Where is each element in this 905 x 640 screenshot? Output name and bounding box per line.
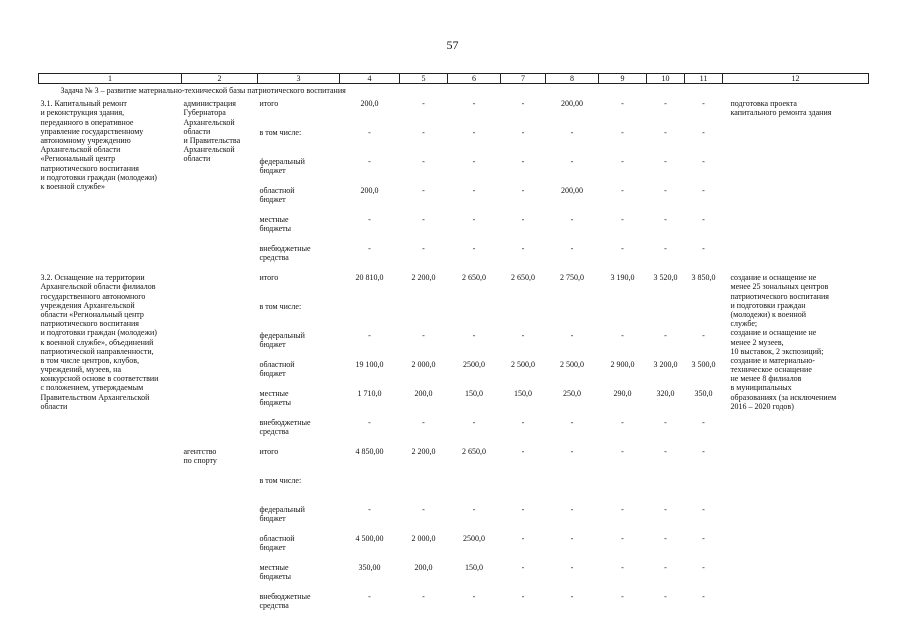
value-cell: - <box>621 99 624 109</box>
value-cell: 150,0 <box>465 563 483 573</box>
value-cell <box>599 302 647 331</box>
item-3-1-note-line: капитального ремонта здания <box>730 108 832 118</box>
funding-source-label-line: бюджет <box>259 195 286 205</box>
value-cell: - <box>664 447 667 457</box>
value-cell: - <box>664 99 667 109</box>
funding-source-label <box>258 360 340 389</box>
value-cell: - <box>368 128 371 138</box>
funding-source-label <box>258 331 340 360</box>
value-cell: 350,00 <box>358 563 381 573</box>
value-cell: - <box>621 186 624 196</box>
funding-source-label <box>258 273 340 302</box>
program-table <box>38 73 869 621</box>
value-cell: - <box>702 128 705 138</box>
funding-source-label <box>258 476 340 505</box>
value-cell: - <box>702 157 705 167</box>
funding-source-label-line: в том числе: <box>259 302 302 312</box>
funding-source-label-line: внебюджетные <box>259 592 311 602</box>
value-cell: - <box>702 244 705 254</box>
value-cell: 2500,0 <box>463 534 485 544</box>
value-cell: - <box>702 534 705 544</box>
item-3-1-description-line: к военной службе» <box>40 181 105 191</box>
item-3-1-executor-line: области <box>183 154 211 164</box>
value-cell: - <box>702 447 705 457</box>
item-3-1-description-line: «Региональный центр <box>40 154 116 164</box>
column-header-7: 7 <box>501 74 546 84</box>
value-cell: - <box>521 447 525 457</box>
funding-source-label-line: бюджеты <box>259 398 292 408</box>
value-cell: - <box>521 505 525 515</box>
funding-source-label <box>258 128 340 157</box>
item-3-2-description-line: патриотического воспитания <box>40 319 139 329</box>
item-3-2-note-line: менее 25 зональных центров <box>730 282 829 292</box>
value-cell: - <box>664 592 667 602</box>
item-3-1-description-line: 3.1. Капитальный ремонт <box>40 99 127 109</box>
value-cell: - <box>570 157 574 167</box>
value-cell: - <box>368 215 371 225</box>
item-3-1-description-line: переданного в оперативное <box>40 117 134 127</box>
item-3-2-description-line: Правительством Архангельской <box>40 392 150 402</box>
value-cell: - <box>702 418 705 428</box>
item-3-2-description-line: к военной службе», объединений <box>40 337 154 347</box>
funding-source-label-line: областной <box>259 534 295 544</box>
value-cell: - <box>570 505 574 515</box>
value-cell: 3 850,0 <box>691 273 716 283</box>
funding-source-label <box>258 418 340 447</box>
value-cell <box>647 476 685 505</box>
item-3-2-description <box>39 273 182 621</box>
item-3-1-executor-line: Архангельской <box>183 117 235 127</box>
value-cell: - <box>472 418 476 428</box>
funding-source-label <box>258 447 340 476</box>
item-3-2-description-line: Архангельской области филиалов <box>40 282 156 292</box>
funding-source-label-line: итого <box>259 273 279 283</box>
value-cell: - <box>472 505 476 515</box>
value-cell: 2 000,0 <box>411 534 436 544</box>
value-cell: - <box>621 157 624 167</box>
funding-source-label-line: бюджеты <box>259 572 292 582</box>
value-cell: - <box>702 505 705 515</box>
funding-source-label-line: бюджет <box>259 166 286 176</box>
item-3-2-note-line: создание и материально- <box>730 355 815 365</box>
value-cell: 2 650,0 <box>462 447 486 457</box>
funding-source-label-line: бюджет <box>259 340 286 350</box>
item-3-2-note-line: менее 2 музеев, <box>730 337 784 347</box>
column-header-6: 6 <box>448 74 501 84</box>
value-cell: - <box>521 563 525 573</box>
item-3-2-note-line: в муниципальных <box>730 383 792 393</box>
table-row <box>39 99 869 128</box>
value-cell: 2 500,0 <box>511 360 535 370</box>
column-header-5: 5 <box>400 74 448 84</box>
value-cell: - <box>570 447 574 457</box>
value-cell: - <box>570 563 574 573</box>
value-cell: - <box>422 128 425 138</box>
value-cell: 3 200,0 <box>653 360 678 370</box>
column-header-10: 10 <box>647 74 685 84</box>
funding-source-label-line: в том числе: <box>259 128 302 138</box>
item-3-1-executor-line: Архангельской <box>183 145 235 155</box>
value-cell: - <box>422 505 425 515</box>
value-cell: - <box>472 186 476 196</box>
value-cell: - <box>422 331 425 341</box>
value-cell: 290,0 <box>613 389 632 399</box>
value-cell: - <box>521 418 525 428</box>
funding-source-label-line: федеральный <box>259 157 305 167</box>
value-cell <box>685 302 723 331</box>
value-cell: - <box>570 215 574 225</box>
item-3-2-description-line: государственного автономного <box>40 291 146 301</box>
value-cell: 1 710,0 <box>357 389 382 399</box>
value-cell: 200,0 <box>360 99 379 109</box>
funding-source-label-line: местные <box>259 563 289 573</box>
value-cell: - <box>521 157 525 167</box>
funding-source-label-line: бюджет <box>259 369 286 379</box>
item-3-1-description-line: и подготовки граждан (молодежи) <box>40 172 157 182</box>
value-cell: 150,0 <box>514 389 532 399</box>
value-cell: - <box>368 157 371 167</box>
value-cell <box>685 476 723 505</box>
value-cell: 250,0 <box>563 389 581 399</box>
value-cell: - <box>621 331 624 341</box>
item-3-1-note-line: подготовка проекта <box>730 99 797 109</box>
item-3-1-executor-line: и Правительства <box>183 135 241 145</box>
value-cell: - <box>472 592 476 602</box>
value-cell <box>546 476 599 505</box>
item-3-1-description-line: патриотического воспитания <box>40 163 139 173</box>
value-cell: 200,0 <box>360 186 379 196</box>
value-cell: - <box>521 128 525 138</box>
value-cell: 150,0 <box>465 389 483 399</box>
value-cell: - <box>664 215 667 225</box>
column-header-3: 3 <box>258 74 340 84</box>
funding-source-label-line: бюджеты <box>259 224 292 234</box>
value-cell <box>448 302 501 331</box>
value-cell: 3 190,0 <box>610 273 635 283</box>
item-3-2-note-line: 2016 – 2020 годов) <box>730 401 794 411</box>
value-cell: - <box>702 186 705 196</box>
item-3-2-description-line: области <box>40 401 68 411</box>
value-cell: 200,0 <box>414 563 433 573</box>
value-cell: - <box>621 563 624 573</box>
item-3-2-description-line: конкурсной основе в соответствии <box>40 374 159 384</box>
item-3-2-description-line: и подготовки граждан (молодежи) <box>40 328 157 338</box>
column-header-4: 4 <box>340 74 400 84</box>
funding-source-label <box>258 157 340 186</box>
value-cell: - <box>664 128 667 138</box>
value-cell: - <box>521 215 525 225</box>
item-3-2-description-line: в том числе центров, клубов, <box>40 355 140 365</box>
item-3-2-description-line: области «Региональный центр <box>40 309 144 319</box>
value-cell: - <box>664 534 667 544</box>
funding-source-label-line: средства <box>259 427 289 437</box>
value-cell <box>501 476 546 505</box>
page-number: 57 <box>446 38 459 52</box>
value-cell: - <box>422 592 425 602</box>
value-cell: - <box>472 128 476 138</box>
value-cell: - <box>368 244 371 254</box>
value-cell: - <box>664 331 667 341</box>
funding-source-label <box>258 505 340 534</box>
value-cell: - <box>621 418 624 428</box>
table-body <box>39 84 869 622</box>
funding-source-label-line: областной <box>259 360 295 370</box>
item-3-1-description <box>39 99 182 273</box>
funding-source-label-line: внебюджетные <box>259 244 311 254</box>
value-cell <box>448 476 501 505</box>
value-cell: 2 000,0 <box>411 360 436 370</box>
value-cell: - <box>570 592 574 602</box>
value-cell: - <box>521 186 525 196</box>
value-cell: 2 750,0 <box>560 273 584 283</box>
column-header-row <box>39 74 869 84</box>
item-3-2-note-line: службе; <box>730 319 758 329</box>
funding-source-label-line: областной <box>259 186 295 196</box>
value-cell: 200,00 <box>561 186 583 196</box>
value-cell <box>400 302 448 331</box>
item-3-1-executor-line: Губернатора <box>183 108 226 118</box>
value-cell: - <box>621 244 624 254</box>
item-3-1-note <box>723 99 869 273</box>
item-3-2-note-line: патриотического воспитания <box>730 291 829 301</box>
item-3-1-executor <box>182 99 258 273</box>
funding-source-label <box>258 534 340 563</box>
value-cell: 350,0 <box>694 389 713 399</box>
funding-source-label <box>258 99 340 128</box>
value-cell: - <box>702 563 705 573</box>
value-cell: - <box>570 534 574 544</box>
item-3-2-description-line: учреждения Архангельской <box>40 300 135 310</box>
value-cell: - <box>621 534 624 544</box>
column-header-8: 8 <box>546 74 599 84</box>
funding-source-label-line: бюджет <box>259 543 286 553</box>
value-cell: - <box>702 215 705 225</box>
value-cell: 2 650,0 <box>462 273 486 283</box>
value-cell: - <box>664 563 667 573</box>
value-cell: - <box>570 331 574 341</box>
value-cell: - <box>422 186 425 196</box>
funding-source-label-line: средства <box>259 253 289 263</box>
item-3-2-executor-group-1 <box>182 273 258 447</box>
value-cell <box>340 302 400 331</box>
value-cell: 2 650,0 <box>511 273 535 283</box>
column-header-11: 11 <box>685 74 723 84</box>
value-cell: 2 200,0 <box>411 447 436 457</box>
value-cell: - <box>570 244 574 254</box>
funding-source-label-line: в том числе: <box>259 476 302 486</box>
funding-source-label <box>258 592 340 621</box>
value-cell <box>501 302 546 331</box>
item-3-2-note-line: техническое оснащение <box>730 365 812 375</box>
value-cell: 3 520,0 <box>653 273 678 283</box>
value-cell: - <box>702 99 705 109</box>
funding-source-label-line: федеральный <box>259 505 305 515</box>
item-3-2-note-line: создание и оснащение не <box>730 328 817 338</box>
item-3-2-executor-group-2-line: агентство <box>183 447 217 457</box>
value-cell: - <box>472 331 476 341</box>
value-cell: - <box>621 128 624 138</box>
value-cell: - <box>621 447 624 457</box>
item-3-1-description-line: и реконструкция здания, <box>40 108 125 118</box>
item-3-2-note-line: 10 выставок, 2 экспозиций; <box>730 346 824 356</box>
value-cell: 2 900,0 <box>610 360 635 370</box>
funding-source-label-line: средства <box>259 601 289 611</box>
value-cell: - <box>368 592 371 602</box>
item-3-1-description-line: Архангельской области <box>40 145 121 155</box>
value-cell: 2500,0 <box>463 360 485 370</box>
value-cell: 200,00 <box>561 99 583 109</box>
value-cell: - <box>422 418 425 428</box>
value-cell: - <box>521 331 525 341</box>
funding-source-label <box>258 302 340 331</box>
value-cell: - <box>472 157 476 167</box>
item-3-2-description-line: 3.2. Оснащение на территории <box>40 273 145 283</box>
value-cell: - <box>664 244 667 254</box>
value-cell: - <box>664 505 667 515</box>
funding-source-label <box>258 389 340 418</box>
column-header-2: 2 <box>182 74 258 84</box>
value-cell <box>400 476 448 505</box>
column-header-1: 1 <box>39 74 182 84</box>
value-cell: - <box>472 99 476 109</box>
item-3-2-note <box>723 273 869 621</box>
value-cell: - <box>621 592 624 602</box>
item-3-2-description-line: учреждений, музеев, на <box>40 365 121 375</box>
value-cell: 4 850,00 <box>355 447 384 457</box>
item-3-1-executor-line: администрация <box>183 99 236 109</box>
value-cell <box>340 476 400 505</box>
value-cell: 2 500,0 <box>560 360 584 370</box>
value-cell: - <box>368 505 371 515</box>
item-3-2-executor-group-2 <box>182 447 258 621</box>
value-cell <box>599 476 647 505</box>
funding-source-label-line: бюджет <box>259 514 286 524</box>
value-cell: - <box>570 128 574 138</box>
column-header-12: 12 <box>723 74 869 84</box>
value-cell: - <box>472 244 476 254</box>
value-cell: - <box>521 592 525 602</box>
item-3-2-note-line: образованиях (за исключением <box>730 392 837 402</box>
value-cell: - <box>570 418 574 428</box>
value-cell: - <box>422 99 425 109</box>
funding-source-label <box>258 244 340 273</box>
value-cell: - <box>664 418 667 428</box>
value-cell: - <box>521 244 525 254</box>
value-cell: 4 500,00 <box>355 534 384 544</box>
task-row <box>39 84 869 100</box>
value-cell: - <box>621 505 624 515</box>
value-cell <box>647 302 685 331</box>
value-cell: 2 200,0 <box>411 273 436 283</box>
funding-source-label-line: внебюджетные <box>259 418 311 428</box>
value-cell: - <box>664 157 667 167</box>
table-row <box>39 273 869 302</box>
funding-source-label-line: итого <box>259 99 279 109</box>
item-3-2-executor-group-2-line: по спорту <box>183 456 217 466</box>
funding-source-label-line: федеральный <box>259 331 305 341</box>
value-cell: - <box>521 99 525 109</box>
value-cell: - <box>422 244 425 254</box>
column-header-9: 9 <box>599 74 647 84</box>
value-cell: - <box>472 215 476 225</box>
value-cell: - <box>702 592 705 602</box>
task-title: Задача № 3 – развитие материально-технической базы патриотического воспитания <box>60 86 346 95</box>
funding-source-label-line: местные <box>259 215 289 225</box>
value-cell: 200,0 <box>414 389 433 399</box>
item-3-2-description-line: с положением, утверждаемым <box>40 383 144 393</box>
funding-source-label <box>258 215 340 244</box>
item-3-1-executor-line: области <box>183 126 211 136</box>
item-3-1-description-line: автономному учреждению <box>40 135 131 145</box>
value-cell: - <box>368 331 371 341</box>
value-cell: 19 100,0 <box>355 360 384 370</box>
item-3-2-note-line: (молодежи) к военной <box>730 309 807 319</box>
value-cell: - <box>621 215 624 225</box>
value-cell: 320,0 <box>656 389 675 399</box>
value-cell: - <box>521 534 525 544</box>
value-cell: 3 500,0 <box>691 360 716 370</box>
value-cell <box>546 302 599 331</box>
item-3-2-note-line: не менее 8 филиалов <box>730 374 802 384</box>
item-3-2-note-line: создание и оснащение не <box>730 273 817 283</box>
item-3-2-description-line: патриотической направленности, <box>40 346 154 356</box>
value-cell: - <box>422 157 425 167</box>
value-cell: - <box>422 215 425 225</box>
value-cell: - <box>702 331 705 341</box>
funding-source-label <box>258 563 340 592</box>
item-3-1-description-line: управление государственному <box>40 126 144 136</box>
value-cell: - <box>368 418 371 428</box>
funding-source-label-line: местные <box>259 389 289 399</box>
item-3-2-note-line: и подготовки граждан <box>730 300 806 310</box>
funding-source-label-line: итого <box>259 447 279 457</box>
funding-source-label <box>258 186 340 215</box>
value-cell: 20 810,0 <box>355 273 384 283</box>
value-cell: - <box>664 186 667 196</box>
